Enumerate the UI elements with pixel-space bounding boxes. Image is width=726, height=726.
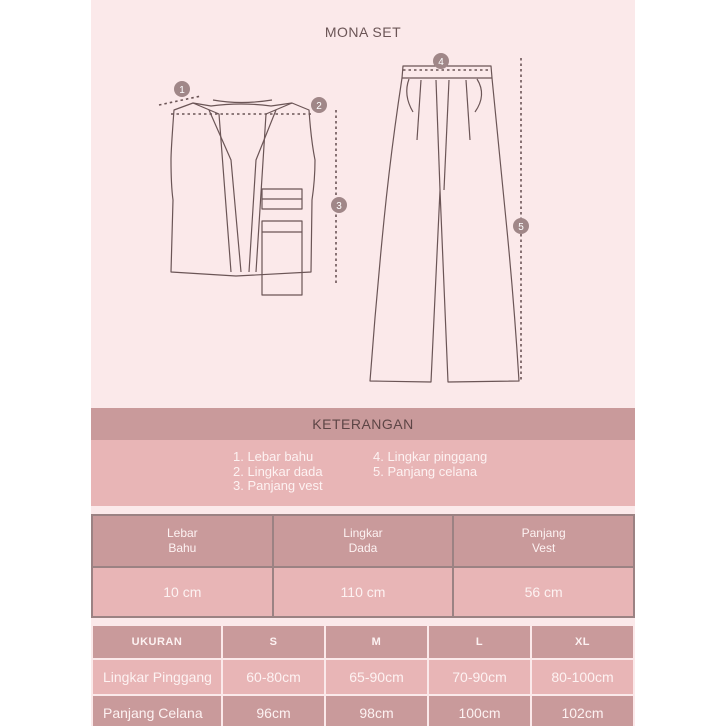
table-row <box>92 659 634 695</box>
table-cell: 70-90cm <box>428 659 531 695</box>
keterangan-item: 5. Panjang celana <box>373 463 478 479</box>
keterangan-col-right <box>373 450 487 479</box>
value-lingkar-dada: 110 cm <box>273 567 454 617</box>
table-cell: 80-100cm <box>531 659 634 695</box>
header-size-m: M <box>325 625 428 659</box>
table-cell: 65-90cm <box>325 659 428 695</box>
keterangan-item: 2. Lingkar dada <box>233 463 323 479</box>
garment-illustration <box>91 0 635 408</box>
table-cell: 98cm <box>325 695 428 726</box>
marker-5-label: 5 <box>518 222 524 233</box>
row-label-lingkar-pinggang: Lingkar Pinggang <box>92 659 222 695</box>
table-cell: 100cm <box>428 695 531 726</box>
header-lebar-bahu: Lebar Bahu <box>92 515 273 567</box>
value-panjang-vest: 56 cm <box>453 567 634 617</box>
keterangan-item: 4. Lingkar pinggang <box>373 449 488 464</box>
keterangan-list <box>91 440 635 506</box>
header-size-s: S <box>222 625 325 659</box>
header-lingkar-dada: Lingkar Dada <box>273 515 454 567</box>
marker-3-label: 3 <box>336 201 342 212</box>
marker-4-label: 4 <box>438 57 444 68</box>
row-label-panjang-celana: Panjang Celana <box>92 695 222 726</box>
header-size-xl: XL <box>531 625 634 659</box>
header-size-l: L <box>428 625 531 659</box>
keterangan-item: 1. Lebar bahu <box>233 449 314 464</box>
table-cell: 102cm <box>531 695 634 726</box>
keterangan-item: 3. Panjang vest <box>233 478 323 493</box>
marker-1-label: 1 <box>179 85 185 96</box>
size-table <box>91 624 635 726</box>
value-lebar-bahu: 10 cm <box>92 567 273 617</box>
table-row <box>92 695 634 726</box>
marker-2-label: 2 <box>316 101 322 112</box>
pants-drawing <box>370 66 519 382</box>
keterangan-heading: KETERANGAN <box>91 408 635 440</box>
page-title: MONA SET <box>324 24 402 40</box>
table-cell: 60-80cm <box>222 659 325 695</box>
keterangan-col-left <box>233 450 323 494</box>
vest-drawing <box>171 100 315 295</box>
size-header-row <box>92 625 634 659</box>
header-panjang-vest: Panjang Vest <box>453 515 634 567</box>
header-ukuran: UKURAN <box>92 625 222 659</box>
vest-measurement-table <box>91 514 635 618</box>
size-chart-sheet <box>91 0 635 726</box>
table-cell: 96cm <box>222 695 325 726</box>
